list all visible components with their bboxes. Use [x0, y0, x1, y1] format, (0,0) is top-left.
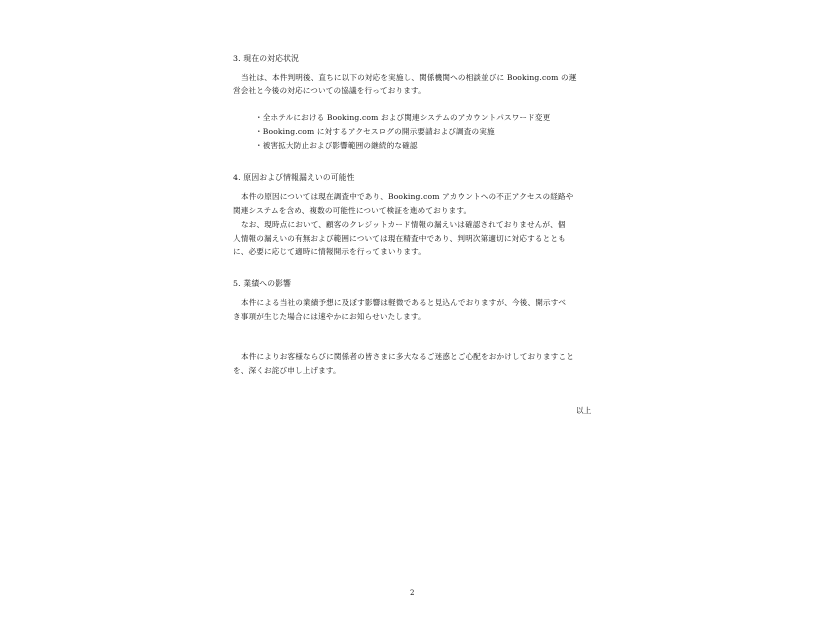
section5-paragraph-line: き事項が生じた場合には速やかにお知らせいたします。 [233, 312, 426, 321]
page-number: 2 [410, 589, 415, 597]
section4-paragraph-line: に、必要に応じて適時に情報開示を行ってまいります。 [233, 247, 426, 256]
section5-paragraph-line: 本件による当社の業績予想に及ぼす影響は軽微であると見込んでおりますが、今後、開示すべ [241, 298, 567, 307]
section3-bullet-item: ・Booking.com に対するアクセスログの開示要請および調査の実施 [255, 127, 495, 136]
section4-paragraph-line: 本件の原因については現在調査中であり、Booking.com アカウントへの不正アクセスの経路や [241, 192, 574, 201]
section4-paragraph-line: 関連システムを含め、複数の可能性について検証を進めております。 [233, 206, 472, 215]
section3-paragraph-line: 営会社と今後の対応についての協議を行っております。 [233, 86, 426, 95]
section3-bullet-item: ・被害拡大防止および影響範囲の継続的な確認 [255, 141, 418, 150]
section3-heading: 3. 現在の対応状況 [233, 54, 299, 63]
apology-line: を、深くお詫び申し上げます。 [233, 366, 341, 375]
section3-bullet-item: ・全ホテルにおける Booking.com および関連システムのアカウントパスワード変更 [255, 113, 551, 122]
section3-paragraph-line: 当社は、本件判明後、直ちに以下の対応を実施し、関係機関への相談並びに Booking.com の運 [241, 73, 577, 82]
section5-heading: 5. 業績への影響 [233, 279, 292, 288]
section4-paragraph-line: なお、現時点において、顧客のクレジットカード情報の漏えいは確認されておりませんが、個 [241, 220, 566, 229]
section4-heading: 4. 原因および情報漏えいの可能性 [233, 173, 355, 182]
closing-remark: 以上 [576, 406, 592, 415]
section4-paragraph-line: 人情報の漏えいの有無および範囲については現在精査中であり、判明次第適切に対応するととも [233, 234, 566, 243]
apology-line: 本件によりお客様ならびに関係者の皆さまに多大なるご迷惑とご心配をおかけしておりますこと [241, 352, 574, 361]
